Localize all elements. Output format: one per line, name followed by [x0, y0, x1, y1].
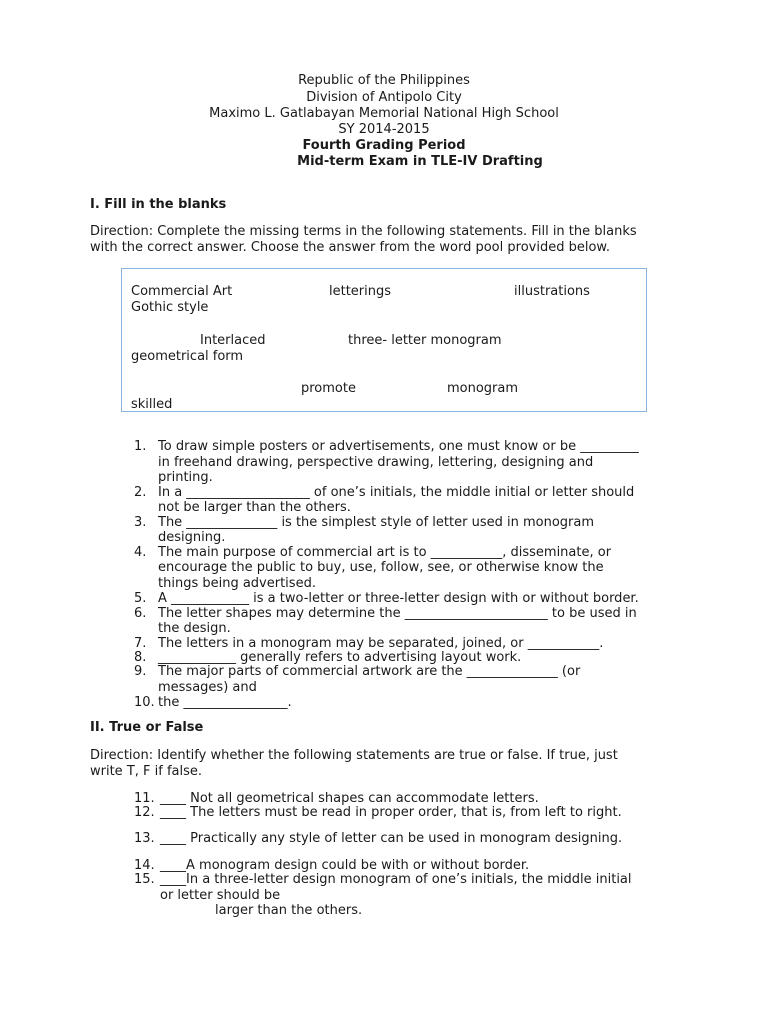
item-text: ____________ generally refers to advertising layout work. [158, 650, 522, 665]
section1-direction-line2: with the correct answer. Choose the answer from the word pool provided below. [90, 240, 610, 255]
word-pool-item: letterings [329, 284, 392, 299]
header-school-year: SY 2014-2015 [338, 122, 430, 137]
item-text: To draw simple posters or advertisements, one must know or be _________ [158, 439, 639, 454]
header-republic: Republic of the Philippines [298, 73, 470, 88]
item-number: 13. [134, 831, 155, 846]
item-number: 6. [134, 606, 147, 621]
item-text: designing. [158, 530, 226, 545]
section2-direction-line1: Direction: Identify whether the following statements are true or false. If true, just [90, 748, 618, 763]
word-pool-item: Commercial Art [131, 284, 233, 299]
item-text: The letter shapes may determine the ______________________ to be used in [158, 606, 637, 621]
item-text: ____ The letters must be read in proper order, that is, from left to right. [160, 805, 622, 820]
header-grading-period: Fourth Grading Period [302, 138, 466, 153]
item-continuation: or letter should be [160, 888, 281, 903]
item-text: ____In a three-letter design monogram of one’s initials, the middle initial [160, 872, 632, 887]
item-number: 1. [134, 439, 147, 454]
item-number: 2. [134, 485, 147, 500]
section1-direction-line1: Direction: Complete the missing terms in the following statements. Fill in the blanks [90, 224, 637, 239]
word-pool-item: illustrations [514, 284, 590, 299]
item-number: 11. [134, 791, 155, 806]
item-number: 10. [134, 695, 155, 710]
item-text: The letters in a monogram may be separated, joined, or ___________. [158, 636, 604, 651]
item-text: the design. [158, 621, 231, 636]
header-school: Maximo L. Gatlabayan Memorial National High School [209, 106, 559, 121]
item-number: 8. [134, 650, 147, 665]
word-pool-item: skilled [131, 397, 173, 412]
item-text: ____ Not all geometrical shapes can accommodate letters. [160, 791, 539, 806]
item-number: 7. [134, 636, 147, 651]
item-text: ____ Practically any style of letter can be used in monogram designing. [160, 831, 623, 846]
word-pool-item: three- letter monogram [348, 333, 502, 348]
section1-title: I. Fill in the blanks [90, 197, 227, 212]
section2-direction-line2: write T, F if false. [90, 764, 203, 779]
item-text: encourage the public to buy, use, follow, see, or otherwise know the [158, 560, 604, 575]
word-pool-item: geometrical form [131, 349, 244, 364]
section2-title: II. True or False [90, 720, 204, 735]
item-text: ____A monogram design could be with or without border. [160, 858, 530, 873]
item-text: The ______________ is the simplest style of letter used in monogram [158, 515, 595, 530]
item-number: 3. [134, 515, 147, 530]
item-text: printing. [158, 470, 213, 485]
item-text: In a ___________________ of one’s initials, the middle initial or letter should [158, 485, 635, 500]
word-pool-item: Interlaced [200, 333, 266, 348]
item-number: 15. [134, 872, 155, 887]
word-pool-item: promote [301, 381, 356, 396]
item-number: 14. [134, 858, 155, 873]
header-exam-title: Mid-term Exam in TLE-IV Drafting [297, 154, 543, 169]
word-pool-item: monogram [447, 381, 519, 396]
item-number: 5. [134, 591, 147, 606]
item-text: things being advertised. [158, 576, 316, 591]
item-text: The main purpose of commercial art is to ___________, disseminate, or [158, 545, 612, 560]
item-continuation: larger than the others. [215, 903, 363, 918]
item-text: messages) and [158, 680, 257, 695]
item-text: the ________________. [158, 695, 292, 710]
item-number: 9. [134, 664, 147, 679]
item-text: in freehand drawing, perspective drawing, lettering, designing and [158, 455, 594, 470]
item-text: A ____________ is a two-letter or three-letter design with or without border. [158, 591, 639, 606]
item-number: 12. [134, 805, 155, 820]
item-number: 4. [134, 545, 147, 560]
item-text: The major parts of commercial artwork are the ______________ (or [158, 664, 581, 679]
header-division: Division of Antipolo City [306, 90, 462, 105]
word-pool-item: Gothic style [131, 300, 209, 315]
item-text: not be larger than the others. [158, 500, 351, 515]
